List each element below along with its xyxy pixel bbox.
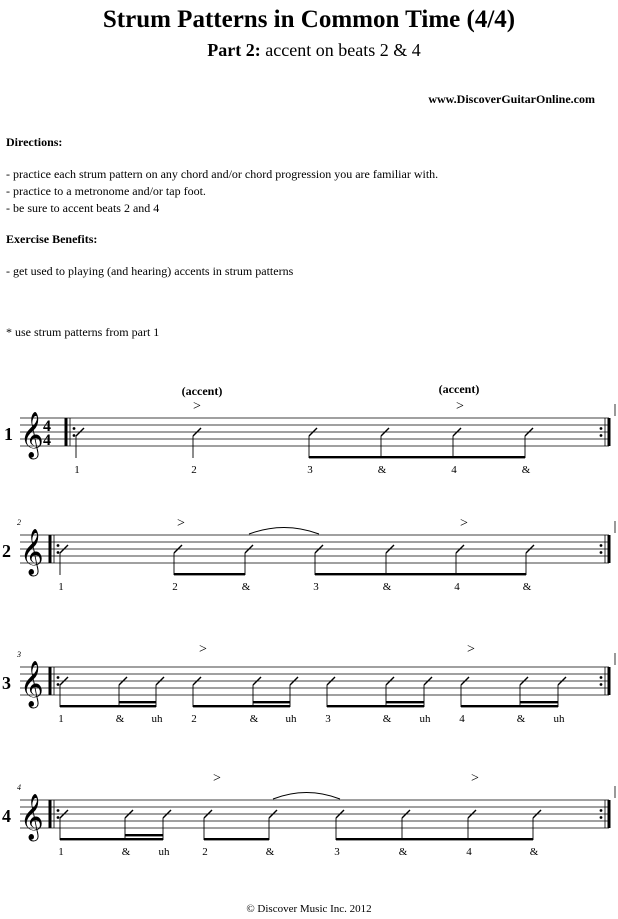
count-label: uh — [419, 713, 431, 725]
accent-mark: > — [471, 771, 479, 786]
beam — [309, 456, 525, 458]
subtitle-part: Part 2: — [207, 40, 261, 60]
count-label: & — [382, 581, 392, 593]
repeat-dot — [57, 683, 60, 686]
system-number: 3 — [2, 673, 11, 693]
system-number: 1 — [4, 424, 13, 444]
count-label: 1 — [74, 464, 80, 476]
page-title: Strum Patterns in Common Time (4/4) — [102, 6, 516, 33]
directions-item: - practice to a metronome and/or tap foot. — [6, 184, 206, 198]
beam — [204, 838, 269, 840]
system-number: 2 — [2, 541, 11, 561]
count-label: 2 — [202, 846, 208, 858]
accent-mark: > — [193, 399, 201, 414]
count-label: & — [521, 464, 531, 476]
benefits-heading: Exercise Benefits: — [6, 232, 98, 246]
beam — [60, 838, 163, 840]
beam — [327, 705, 424, 707]
count-label: & — [241, 581, 251, 593]
repeat-dot — [600, 816, 603, 819]
accent-label: (accent) — [438, 382, 480, 396]
note-text: * use strum patterns from part 1 — [6, 325, 160, 339]
accent-label: (accent) — [181, 384, 223, 398]
accent-mark: > — [467, 642, 475, 657]
treble-clef-icon: 𝄞 — [20, 412, 44, 457]
accent-mark: > — [456, 399, 464, 414]
repeat-dot — [600, 676, 603, 679]
accent-mark: > — [199, 642, 207, 657]
count-label: 2 — [172, 581, 178, 593]
directions-item: - practice each strum pattern on any chord and/or chord progression you are familiar with. — [6, 167, 439, 181]
treble-clef-icon: 𝄞 — [20, 794, 44, 839]
benefits-item: - get used to playing (and hearing) accents in strum patterns — [6, 264, 294, 278]
beam — [315, 573, 526, 575]
treble-clef-icon: 𝄞 — [20, 529, 44, 574]
repeat-dot — [73, 434, 76, 437]
tie-arc — [273, 793, 340, 800]
count-label: & — [516, 713, 526, 725]
count-label: 3 — [313, 581, 319, 593]
beam — [461, 705, 558, 707]
repeat-dot — [600, 434, 603, 437]
repeat-dot — [73, 427, 76, 430]
count-label: & — [377, 464, 387, 476]
count-label: 4 — [454, 581, 460, 593]
count-label: 1 — [58, 581, 64, 593]
beam-secondary — [119, 701, 156, 703]
time-signature-bottom: 4 — [43, 432, 51, 449]
repeat-dot — [57, 676, 60, 679]
accent-mark: > — [460, 516, 468, 531]
count-label: 2 — [191, 464, 197, 476]
measure-number: 2 — [17, 518, 21, 527]
count-label: 3 — [307, 464, 313, 476]
measure-number: 4 — [17, 783, 21, 792]
beam-secondary — [520, 701, 558, 703]
repeat-dot — [600, 427, 603, 430]
beam-secondary — [253, 701, 290, 703]
beam — [60, 705, 156, 707]
count-label: 1 — [58, 713, 64, 725]
repeat-dot — [600, 809, 603, 812]
treble-clef-icon: 𝄞 — [20, 661, 44, 706]
directions-heading: Directions: — [6, 135, 63, 149]
beam-secondary — [125, 834, 163, 836]
count-label: uh — [158, 846, 170, 858]
count-label: 2 — [191, 713, 197, 725]
count-label: 1 — [58, 846, 64, 858]
beam-secondary — [386, 701, 424, 703]
count-label: & — [522, 581, 532, 593]
count-label: & — [121, 846, 131, 858]
tie-arc — [249, 528, 319, 535]
directions-item: - be sure to accent beats 2 and 4 — [6, 201, 160, 215]
repeat-dot — [600, 683, 603, 686]
repeat-dot — [57, 816, 60, 819]
repeat-dot — [57, 551, 60, 554]
count-label: & — [249, 713, 259, 725]
count-label: 4 — [459, 713, 465, 725]
repeat-dot — [600, 544, 603, 547]
count-label: 4 — [466, 846, 472, 858]
accent-mark: > — [177, 516, 185, 531]
repeat-dot — [57, 809, 60, 812]
system-number: 4 — [2, 806, 11, 826]
count-label: uh — [285, 713, 297, 725]
count-label: 4 — [451, 464, 457, 476]
time-signature-top: 4 — [43, 418, 51, 435]
beam — [174, 573, 245, 575]
beam — [336, 838, 533, 840]
repeat-dot — [57, 544, 60, 547]
beam — [193, 705, 290, 707]
subtitle-text: accent on beats 2 & 4 — [260, 40, 421, 60]
measure-number: 3 — [17, 650, 21, 659]
count-label: & — [115, 713, 125, 725]
count-label: & — [382, 713, 392, 725]
count-label: & — [265, 846, 275, 858]
accent-mark: > — [213, 771, 221, 786]
website-url: www.DiscoverGuitarOnline.com — [428, 92, 595, 106]
count-label: & — [398, 846, 408, 858]
count-label: uh — [151, 713, 163, 725]
count-label: uh — [553, 713, 565, 725]
count-label: & — [529, 846, 539, 858]
repeat-dot — [600, 551, 603, 554]
copyright-footer: © Discover Music Inc. 2012 — [246, 903, 372, 915]
count-label: 3 — [325, 713, 331, 725]
count-label: 3 — [334, 846, 340, 858]
